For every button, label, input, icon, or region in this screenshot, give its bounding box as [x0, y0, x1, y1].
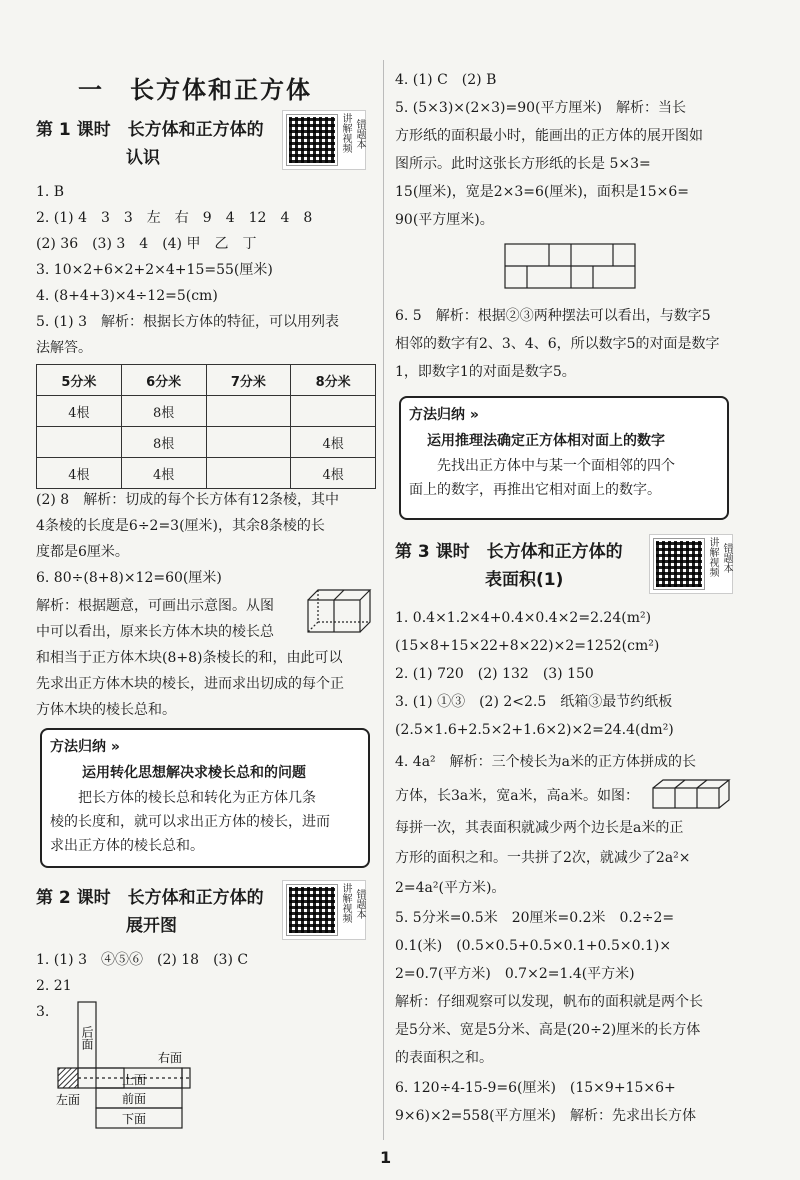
- qr-code-icon[interactable]: [654, 539, 704, 589]
- lesson2-title-line1: 第 2 课时 长方体和正方体的: [36, 888, 264, 908]
- three-cube-diagram: [651, 778, 733, 810]
- answer-line: 3. (1) ①③ (2) 2<2.5 纸箱③最节约纸板: [395, 694, 673, 710]
- answer-line: 2=0.7(平方米) 0.7×2=1.4(平方米): [395, 966, 635, 982]
- table-cell: [37, 427, 122, 458]
- qr-label2: 错题本: [354, 889, 365, 919]
- table-cell: 4根: [291, 427, 376, 458]
- method-line: 把长方体的棱长总和转化为正方体几条: [50, 790, 316, 806]
- answer-line: 每拼一次，其表面积就减少两个边长是a米的正: [395, 820, 684, 836]
- lesson2-qr-box[interactable]: [282, 880, 366, 940]
- method-line: 面上的数字，再推出它相对面上的数字。: [409, 482, 661, 498]
- table-header: 7分米: [206, 365, 291, 396]
- answer-line: 的表面积之和。: [395, 1050, 493, 1066]
- page-number: 1: [380, 1148, 392, 1167]
- qr-label: 讲解视频: [340, 883, 351, 923]
- answer-line: 0.1(米) (0.5×0.5+0.5×0.1+0.5×0.1)×: [395, 938, 672, 954]
- answer-line: 2. (1) 720 (2) 132 (3) 150: [395, 666, 594, 682]
- answer-line: 5. (5×3)×(2×3)=90(平方厘米) 解析：当长: [395, 100, 686, 116]
- table-cell: 4根: [37, 396, 122, 427]
- cuboid-net-diagram: [54, 1000, 214, 1130]
- method-title: 运用推理法确定正方体相对面上的数字: [427, 433, 665, 449]
- qr-label2: 错题本: [354, 119, 365, 149]
- table-cell: [291, 396, 376, 427]
- answer-line: 4. 4a² 解析：三个棱长为a米的正方体拼成的长: [395, 754, 697, 770]
- method-box-2: [399, 396, 729, 520]
- answer-table: [36, 364, 376, 489]
- method-body: [50, 786, 330, 858]
- method-line: 先找出正方体中与某一个面相邻的四个: [409, 458, 675, 474]
- answer-line: 4. (8+4+3)×4÷12=5(cm): [36, 288, 218, 304]
- answer-line: 方体木块的棱长总和。: [36, 702, 176, 718]
- answer-line: 1. 0.4×1.2×4+0.4×0.4×2=2.24(m²): [395, 610, 652, 626]
- answer-line: 2. (1) 4 3 3 左 右 9 4 12 4 8: [36, 210, 313, 226]
- method-tag: 方法归纳 »: [50, 739, 120, 755]
- lesson3-title-line2: 表面积(1): [485, 570, 564, 590]
- lesson1-heading: [36, 116, 264, 172]
- lesson3-heading: [395, 538, 623, 594]
- answer-line: 90(平方厘米)。: [395, 212, 494, 228]
- table-cell: 8根: [121, 427, 206, 458]
- answer-line: 4. (1) C (2) B: [395, 72, 497, 88]
- answer-line: 3.: [36, 1004, 50, 1020]
- answer-line: (2) 8 解析：切成的每个长方体有12条棱，其中: [36, 492, 340, 508]
- answer-line: 先求出正方体木块的棱长，进而求出切成的每个正: [36, 676, 344, 692]
- answer-line: (15×8+15×22+8×22)×2=1252(cm²): [395, 638, 660, 654]
- table-cell: [206, 396, 291, 427]
- qr-label2: 错题本: [721, 543, 732, 573]
- answer-line: 图所示。此时这张长方形纸的长是 5×3=: [395, 156, 651, 172]
- qr-label: 讲解视频: [707, 537, 718, 577]
- table-cell: [206, 458, 291, 489]
- chapter-title: 一 长方体和正方体: [78, 76, 312, 104]
- qr-label: 讲解视频: [340, 113, 351, 153]
- answer-line: 1. B: [36, 184, 65, 200]
- lesson1-title-line2: 认识: [126, 148, 160, 168]
- table-cell: 4根: [37, 458, 122, 489]
- method-body: [409, 454, 675, 502]
- answer-line: 9×6)×2=558(平方厘米) 解析：先求出长方体: [395, 1108, 697, 1124]
- answer-line: 方形的面积之和。一共拼了2次，就减少了2a²×: [395, 850, 691, 866]
- table-header: 8分米: [291, 365, 376, 396]
- answer-line: 中可以看出，原来长方体木块的棱长总: [36, 624, 274, 640]
- answer-line: 度都是6厘米。: [36, 544, 129, 560]
- answer-line: 方形纸的面积最小时，能画出的正方体的展开图如: [395, 128, 703, 144]
- answer-line: 3. 10×2+6×2+2×4+15=55(厘米): [36, 262, 273, 278]
- qr-code-icon[interactable]: [287, 885, 337, 935]
- lesson2-heading: [36, 884, 264, 940]
- lesson3-title-line1: 第 3 课时 长方体和正方体的: [395, 542, 623, 562]
- method-line: 棱的长度和，就可以求出正方体的棱长，进而: [50, 814, 330, 830]
- table-row: [37, 427, 376, 458]
- answer-line: 2=4a²(平方米)。: [395, 880, 506, 896]
- net-label-back: 后面: [80, 1026, 94, 1050]
- answer-line: (2.5×1.6+2.5×2+1.6×2)×2=24.4(dm²): [395, 722, 674, 738]
- table-cell: 4根: [121, 458, 206, 489]
- answer-line: 6. 120÷4-15-9=6(厘米) (15×9+15×6+: [395, 1080, 676, 1096]
- table-cell: 8根: [121, 396, 206, 427]
- method-tag: 方法归纳 »: [409, 407, 479, 423]
- answer-line: 15(厘米)，宽是2×3=6(厘米)，面积是15×6=: [395, 184, 690, 200]
- answer-line: 4条棱的长度是6÷2=3(厘米)，其余8条棱的长: [36, 518, 325, 534]
- answer-line: 6. 5 解析：根据②③两种摆法可以看出，与数字5: [395, 308, 711, 324]
- table-header-row: [37, 365, 376, 396]
- method-line: 求出正方体的棱长总和。: [50, 838, 204, 854]
- net-label-left: 左面: [56, 1093, 81, 1107]
- table-row: [37, 396, 376, 427]
- answer-line: 2. 21: [36, 978, 72, 994]
- answer-line: 5. (1) 3 解析：根据长方体的特征，可以用列表: [36, 314, 339, 330]
- qr-code-icon[interactable]: [287, 115, 337, 165]
- method-title: 运用转化思想解决求棱长总和的问题: [82, 765, 306, 781]
- answer-line: 相邻的数字有2、3、4、6，所以数字5的对面是数字: [395, 336, 720, 352]
- cuboid-diagram: [306, 588, 372, 636]
- net-label-right: 右面: [158, 1051, 183, 1065]
- method-box-1: [40, 728, 370, 868]
- lesson1-qr-box[interactable]: [282, 110, 366, 170]
- net-label-top: 上面: [122, 1073, 147, 1087]
- lesson3-qr-box[interactable]: [649, 534, 733, 594]
- net-label-front: 前面: [122, 1092, 147, 1106]
- table-header: 6分米: [121, 365, 206, 396]
- net-grid-diagram: [503, 242, 637, 290]
- net-label-bottom: 下面: [122, 1112, 147, 1126]
- lesson2-title-line2: 展开图: [126, 916, 177, 936]
- answer-line: 解析：根据题意，可画出示意图。从图: [36, 598, 274, 614]
- answer-line: 是5分米、宽是5分米、高是(20÷2)厘米的长方体: [395, 1022, 701, 1038]
- answer-line: 1，即数字1的对面是数字5。: [395, 364, 576, 380]
- answer-line: 1. (1) 3 ④⑤⑥ (2) 18 (3) C: [36, 952, 249, 968]
- table-cell: [206, 427, 291, 458]
- table-header: 5分米: [37, 365, 122, 396]
- answer-line: 6. 80÷(8+8)×12=60(厘米): [36, 570, 222, 586]
- answer-line: 和相当于正方体木块(8+8)条棱长的和，由此可以: [36, 650, 343, 666]
- table-row: [37, 458, 376, 489]
- answer-line: 5. 5分米=0.5米 20厘米=0.2米 0.2÷2=: [395, 910, 675, 926]
- answer-line: 解析：仔细观察可以发现，帆布的面积就是两个长: [395, 994, 703, 1010]
- answer-line: (2) 36 (3) 3 4 (4) 甲 乙 丁: [36, 236, 257, 252]
- lesson1-title-line1: 第 1 课时 长方体和正方体的: [36, 120, 264, 140]
- answer-line: 方体，长3a米，宽a米，高a米。如图：: [395, 788, 639, 804]
- table-cell: 4根: [291, 458, 376, 489]
- answer-line: 法解答。: [36, 340, 92, 356]
- column-divider: [383, 60, 384, 1140]
